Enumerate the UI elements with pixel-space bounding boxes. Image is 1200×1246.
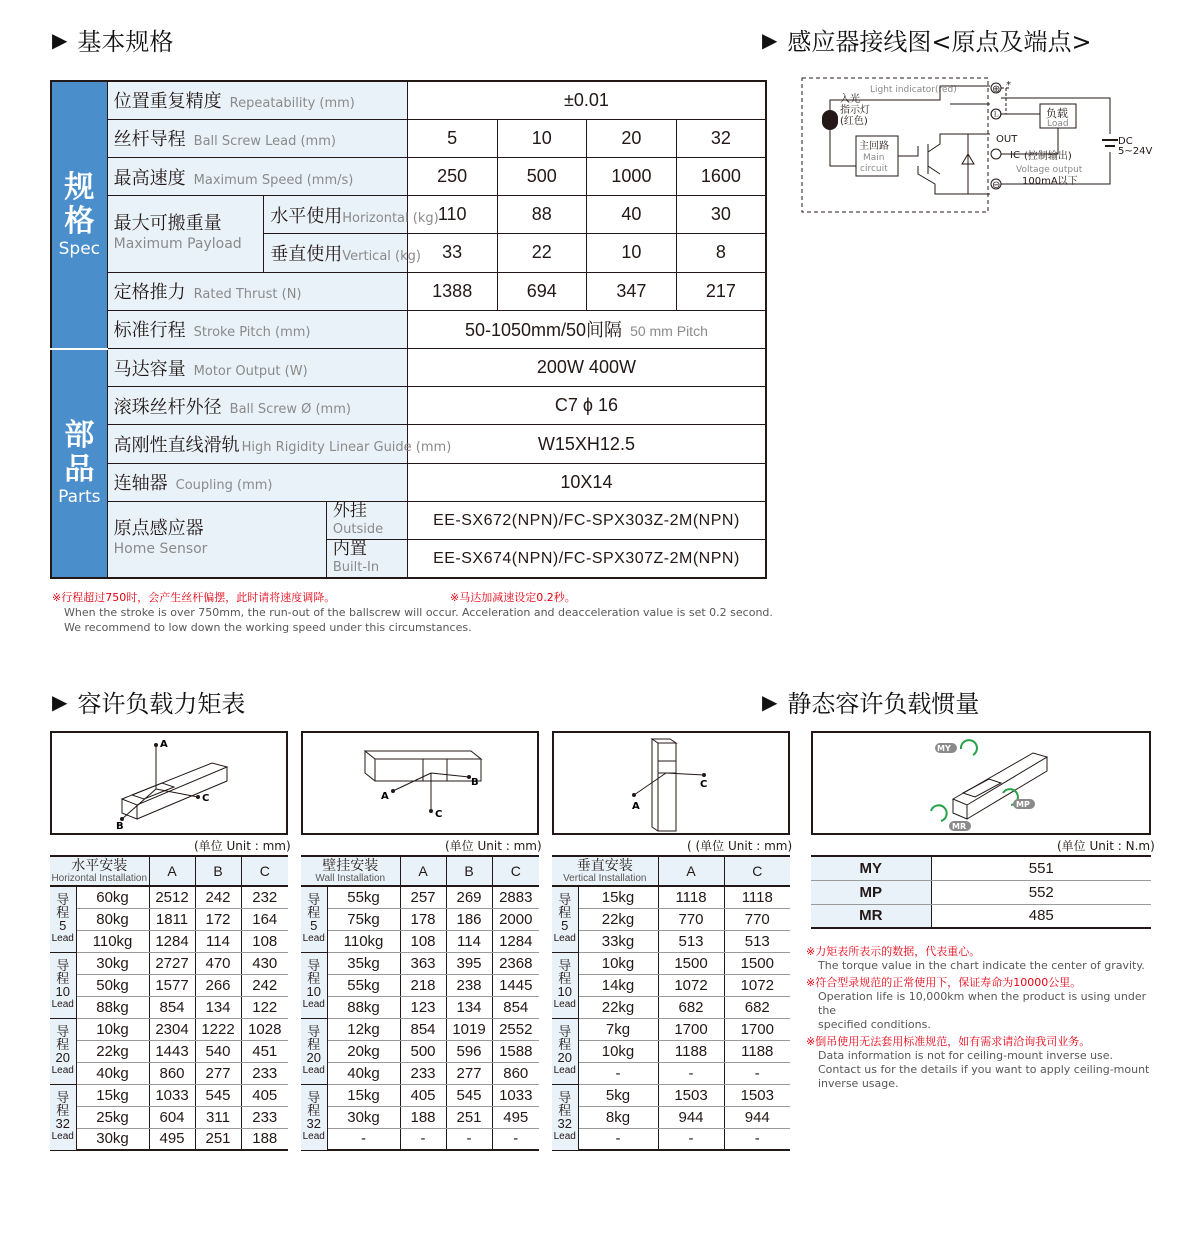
svg-text:Ⓛ: Ⓛ [991,110,1001,121]
stroke-label: 标准行程 Stroke Pitch (mm) [107,310,407,348]
table-cell: 14kg [578,974,658,996]
table-row [50,1062,288,1084]
heading-sensor-wiring: ▶ 感应器接线图<原点及端点> [762,27,1092,56]
wall-load-table [301,855,539,1151]
svg-text:*: * [1006,80,1011,91]
table-cell: 540 [195,1040,241,1062]
inertia-notes: ※力矩表所表示的数据，代表重心。 The torque value in the chart indicate the center of gravity. ※符合型录规范的正常使用下，保证寿命为10000公里。 Operation life is 10,000km when the product is using under the specified conditions. ※倒吊使用无法套用标准规范，如有需求请洽询我司业务。 Data information is not for ceiling-mount inverse use. Contact us for the details if you want to apply ceiling-mount inverse usage. [806,945,1150,1090]
svg-text:入光: 入光 [840,94,860,105]
svg-text:指示灯: 指示灯 [840,105,870,116]
lead-label: 丝杆导程 Ball Screw Lead (mm) [107,119,407,157]
motor-value: 200W 400W [407,349,766,387]
table-cell: 1500 [658,952,724,974]
table-cell: 251 [446,1106,492,1128]
column-header: C [492,856,539,886]
table-row [552,1106,790,1128]
table-cell: 22kg [578,908,658,930]
svg-text:C: C [435,809,443,820]
svg-text:⊖: ⊖ [992,180,1001,191]
vertical-load-table [552,855,790,1151]
payload-vertical-value: 10 [587,234,677,272]
table-cell: 33kg [578,930,658,952]
coupling-value: 10X14 [407,463,766,501]
table-cell: - [658,1128,724,1150]
fig-label-b: B [116,821,124,832]
spec-side-label: 规格 Spec [51,81,107,349]
guide-value: W15XH12.5 [407,425,766,463]
table-cell: 15kg [76,1084,149,1106]
table-cell: 251 [195,1128,241,1150]
my-rotation-icon [961,740,977,755]
table-cell: 770 [724,908,790,930]
column-header: A [400,856,446,886]
table-cell: 35kg [327,952,400,974]
table-cell: 114 [446,930,492,952]
table-cell: 10kg [578,952,658,974]
table-cell: 1284 [492,930,539,952]
lead-group-label: 导 程 32 Lead [301,1084,327,1150]
table-row [552,1018,790,1040]
unit-label: (单位 Unit : N.m) [1057,839,1155,853]
svg-text:A: A [381,791,389,802]
table-cell: 430 [241,952,288,974]
table-cell: 277 [195,1062,241,1084]
table-cell: 20kg [327,1040,400,1062]
table-cell: 1500 [724,952,790,974]
svg-text:DC: DC [1118,136,1133,147]
table-cell: 451 [241,1040,288,1062]
svg-text:MY: MY [937,744,951,753]
table-cell: 8kg [578,1106,658,1128]
mr-rotation-icon [931,805,947,821]
table-row [50,952,288,974]
table-cell: 513 [658,930,724,952]
table-cell: 1443 [149,1040,195,1062]
svg-text:A: A [632,801,640,812]
table-cell: 395 [446,952,492,974]
table-cell: 405 [400,1084,446,1106]
lead-group-label: 导 程 5 Lead [552,886,578,952]
table-cell: 1019 [446,1018,492,1040]
table-cell: 944 [724,1106,790,1128]
table-cell: 1503 [658,1084,724,1106]
payload-horizontal-value: 40 [587,196,677,234]
table-row [50,974,288,996]
table-cell: 178 [400,908,446,930]
column-header: C [724,856,790,886]
table-cell: 233 [400,1062,446,1084]
thrust-value: 347 [587,272,677,310]
svg-text:MR: MR [952,822,967,831]
sensor-label: 原点感应器 Home Sensor [107,501,326,578]
speed-value: 1000 [587,157,677,195]
table-cell: 30kg [327,1106,400,1128]
table-cell: 88kg [327,996,400,1018]
table-cell: 172 [195,908,241,930]
table-row [552,952,790,974]
table-cell: 22kg [578,996,658,1018]
table-cell: 242 [195,886,241,908]
heading-basic-spec: ▶ 基本规格 [52,27,174,56]
table-cell: - [400,1128,446,1150]
lead-value: 32 [676,119,766,157]
table-cell: 269 [446,886,492,908]
table-header: 壁挂安装 Wall Installation [301,856,400,886]
table-cell: 2000 [492,908,539,930]
table-cell: 108 [241,930,288,952]
table-cell: - [446,1128,492,1150]
column-header: B [446,856,492,886]
lead-group-label: 导 程 10 Lead [50,952,76,1018]
table-row [301,974,539,996]
table-cell: 854 [492,996,539,1018]
table-row [552,908,790,930]
thrust-label: 定格推力 Rated Thrust (N) [107,272,407,310]
table-row [301,1128,539,1150]
payload-horizontal-label: 水平使用Horizontal (kg) [264,196,408,234]
svg-text:MP: MP [1016,800,1030,809]
payload-horizontal-value: 30 [676,196,766,234]
table-cell: 363 [400,952,446,974]
table-cell: 1072 [658,974,724,996]
svg-text:C: C [700,779,708,790]
table-row [552,930,790,952]
table-row [301,1084,539,1106]
spec-table [50,80,767,579]
parts-side-label: 部品 Parts [51,349,107,578]
unit-label: (单位 Unit : mm) [194,839,291,853]
payload-vertical-label: 垂直使用Vertical (kg) [264,234,408,272]
table-cell: 164 [241,908,288,930]
svg-text:Voltage output: Voltage output [1016,165,1083,175]
heading-static-inertia: ▶ 静态容许负载惯量 [762,689,980,718]
sensor-builtin-value: EE-SX674(NPN)/FC-SPX307Z-2M(NPN) [407,540,766,578]
table-cell: 545 [446,1084,492,1106]
table-cell: 238 [446,974,492,996]
table-cell: 188 [400,1106,446,1128]
inertia-figure [811,731,1151,835]
table-cell: 15kg [327,1084,400,1106]
table-cell: 1577 [149,974,195,996]
payload-vertical-value: 22 [497,234,587,272]
table-cell: - [724,1128,790,1150]
inertia-table [811,855,1151,929]
table-row [552,1040,790,1062]
table-cell: 88kg [76,996,149,1018]
table-cell: 22kg [76,1040,149,1062]
lead-group-label: 导 程 20 Lead [301,1018,327,1084]
table-cell: 123 [400,996,446,1018]
svg-text:主回路: 主回路 [859,141,889,152]
guide-label: 高刚性直线滑轨 High Rigidity Linear Guide (mm) [107,425,407,463]
svg-text:5~24V: 5~24V [1118,146,1153,157]
table-cell: 854 [149,996,195,1018]
table-cell: 1188 [658,1040,724,1062]
table-cell: 134 [195,996,241,1018]
light-indicator-label: Light indicator(red) [870,85,957,95]
table-cell: 75kg [327,908,400,930]
table-cell: 110kg [327,930,400,952]
lead-group-label: 导 程 20 Lead [50,1018,76,1084]
payload-vertical-value: 8 [676,234,766,272]
table-cell: 513 [724,930,790,952]
column-header: B [195,856,241,886]
table-cell: 604 [149,1106,195,1128]
table-row [50,1040,288,1062]
table-cell: 188 [241,1128,288,1150]
lead-group-label: 导 程 32 Lead [50,1084,76,1150]
table-cell: 1033 [149,1084,195,1106]
table-cell: 1588 [492,1040,539,1062]
svg-text:100mA以下: 100mA以下 [1022,176,1078,187]
table-cell: 470 [195,952,241,974]
table-row [301,1040,539,1062]
sensor-builtin-label: 内置 Built-In [326,540,407,578]
table-cell: 596 [446,1040,492,1062]
table-cell: 257 [400,886,446,908]
horizontal-install-figure [50,731,288,835]
table-row: MY 551 [811,856,1151,880]
table-cell: 7kg [578,1018,658,1040]
table-cell: 12kg [327,1018,400,1040]
column-header: A [149,856,195,886]
table-row: MP 552 [811,880,1151,904]
fig-label-c: C [202,793,210,804]
table-row [50,908,288,930]
payload-horizontal-value: 110 [407,196,497,234]
table-cell: - [724,1062,790,1084]
table-row [552,1128,790,1150]
table-row [552,996,790,1018]
table-cell: 266 [195,974,241,996]
table-cell: 1445 [492,974,539,996]
table-cell: 50kg [76,974,149,996]
table-cell: - [578,1062,658,1084]
lead-group-label: 导 程 32 Lead [552,1084,578,1150]
lead-group-label: 导 程 5 Lead [301,886,327,952]
thrust-value: 1388 [407,272,497,310]
payload-label: 最大可搬重量 Maximum Payload [107,196,264,272]
table-header: 垂直安装 Vertical Installation [552,856,658,886]
table-cell: 134 [446,996,492,1018]
table-cell: 495 [149,1128,195,1150]
table-row [50,1106,288,1128]
table-cell: 1188 [724,1040,790,1062]
svg-text:B: B [471,777,479,788]
table-row [50,1084,288,1106]
table-cell: 114 [195,930,241,952]
payload-horizontal-value: 88 [497,196,587,234]
table-cell: 2304 [149,1018,195,1040]
repeatability-value: ±0.01 [407,81,766,119]
repeatability-label: 位置重复精度 Repeatability (mm) [107,81,407,119]
lead-value: 10 [497,119,587,157]
column-header: A [658,856,724,886]
lead-group-label: 导 程 5 Lead [50,886,76,952]
lead-group-label: 导 程 10 Lead [301,952,327,1018]
unit-label: (单位 Unit : mm) [445,839,542,853]
table-cell: 2552 [492,1018,539,1040]
svg-text:OUT: OUT [996,134,1018,145]
table-cell: 1118 [724,886,790,908]
table-row [301,1106,539,1128]
speed-value: 500 [497,157,587,195]
svg-text:(控制输出): (控制输出) [1024,151,1072,162]
table-cell: 495 [492,1106,539,1128]
table-cell: 2512 [149,886,195,908]
vertical-install-figure [552,731,790,835]
table-cell: 40kg [76,1062,149,1084]
table-row [50,1018,288,1040]
lead-group-label: 导 程 10 Lead [552,952,578,1018]
table-cell: 944 [658,1106,724,1128]
table-row [552,1084,790,1106]
table-row [301,996,539,1018]
table-cell: 1028 [241,1018,288,1040]
column-header: C [241,856,288,886]
svg-text:circuit: circuit [860,164,888,174]
table-cell: 405 [241,1084,288,1106]
speed-value: 1600 [676,157,766,195]
table-row [301,1062,539,1084]
stroke-note: ※行程超过750时，会产生丝杆偏摆，此时请将速度调降。 When the stroke is over 750mm, the run-out of the ballscrew will occur. We recommend to low down the working speed under this circumstances. [52,591,472,634]
svg-text:IC: IC [1010,150,1020,161]
table-cell: 232 [241,886,288,908]
table-cell: 1118 [658,886,724,908]
table-cell: - [492,1128,539,1150]
table-cell: 122 [241,996,288,1018]
table-cell: 854 [400,1018,446,1040]
table-cell: 682 [658,996,724,1018]
table-cell: 682 [724,996,790,1018]
sensor-outside-value: EE-SX672(NPN)/FC-SPX303Z-2M(NPN) [407,501,766,539]
heading-load-moment: ▶ 容许负载力矩表 [52,689,246,718]
table-row: MR 485 [811,904,1151,928]
lead-group-label: 导 程 20 Lead [552,1018,578,1084]
table-cell: 55kg [327,974,400,996]
coupling-label: 连轴器 Coupling (mm) [107,463,407,501]
fig-label-a: A [160,739,168,750]
table-header: 水平安装 Horizontal Installation [51,857,148,884]
table-cell: 242 [241,974,288,996]
table-cell: 277 [446,1062,492,1084]
table-cell: 186 [446,908,492,930]
table-cell: - [578,1128,658,1150]
table-cell: 10kg [578,1040,658,1062]
table-row [50,996,288,1018]
table-cell: 1811 [149,908,195,930]
table-cell: 25kg [76,1106,149,1128]
table-row [301,1018,539,1040]
table-row [552,974,790,996]
table-row [301,908,539,930]
unit-label: ( (单位 Unit : mm) [687,839,793,853]
payload-vertical-value: 33 [407,234,497,272]
table-cell: 311 [195,1106,241,1128]
thrust-value: 217 [676,272,766,310]
table-cell: 5kg [578,1084,658,1106]
table-cell: 1284 [149,930,195,952]
table-cell: 1072 [724,974,790,996]
wall-install-figure [301,731,539,835]
table-cell: 108 [400,930,446,952]
table-row [301,930,539,952]
table-cell: - [327,1128,400,1150]
lead-value: 20 [587,119,677,157]
motor-label: 马达容量 Motor Output (W) [107,349,407,387]
table-cell: 1503 [724,1084,790,1106]
table-cell: 1033 [492,1084,539,1106]
table-cell: 110kg [76,930,149,952]
svg-text:负载: 负载 [1046,107,1068,120]
table-cell: 1222 [195,1018,241,1040]
table-cell: 40kg [327,1062,400,1084]
led-icon [822,110,838,130]
table-cell: - [658,1062,724,1084]
table-cell: 1700 [658,1018,724,1040]
accel-note: ※马达加减速设定0.2秒。 Acceleration and deacceleration value is set 0.2 second. [450,591,773,619]
sensor-wiring-diagram [800,74,1160,216]
table-cell: 233 [241,1106,288,1128]
speed-label: 最高速度 Maximum Speed (mm/s) [107,157,407,195]
stroke-value: 50-1050mm/50间隔 50 mm Pitch [407,310,766,348]
table-cell: 55kg [327,886,400,908]
table-cell: 2368 [492,952,539,974]
svg-text:Main: Main [863,153,885,163]
screw-dia-value: C7 ϕ 16 [407,387,766,425]
table-row [552,886,790,908]
svg-text:Load: Load [1047,119,1069,129]
sensor-outside-label: 外挂 Outside [326,501,407,539]
table-cell: 30kg [76,952,149,974]
table-row [301,952,539,974]
table-row [50,930,288,952]
table-cell: 860 [149,1062,195,1084]
table-row [301,886,539,908]
horizontal-load-table [50,855,288,1151]
table-cell: 545 [195,1084,241,1106]
table-cell: 233 [241,1062,288,1084]
table-cell: 1700 [724,1018,790,1040]
lead-value: 5 [407,119,497,157]
table-row [50,1128,288,1150]
table-cell: 15kg [578,886,658,908]
table-cell: 860 [492,1062,539,1084]
speed-value: 250 [407,157,497,195]
table-cell: 30kg [76,1128,149,1150]
table-cell: 2883 [492,886,539,908]
table-cell: 10kg [76,1018,149,1040]
table-cell: 80kg [76,908,149,930]
table-cell: 60kg [76,886,149,908]
table-cell: 770 [658,908,724,930]
table-row [552,1062,790,1084]
table-cell: 218 [400,974,446,996]
table-cell: 2727 [149,952,195,974]
table-row [50,886,288,908]
table-cell: 500 [400,1040,446,1062]
svg-text:⊕: ⊕ [992,84,1001,95]
screw-dia-label: 滚珠丝杆外径 Ball Screw Ø (mm) [107,387,407,425]
thrust-value: 694 [497,272,587,310]
svg-text:(红色): (红色) [840,116,868,127]
